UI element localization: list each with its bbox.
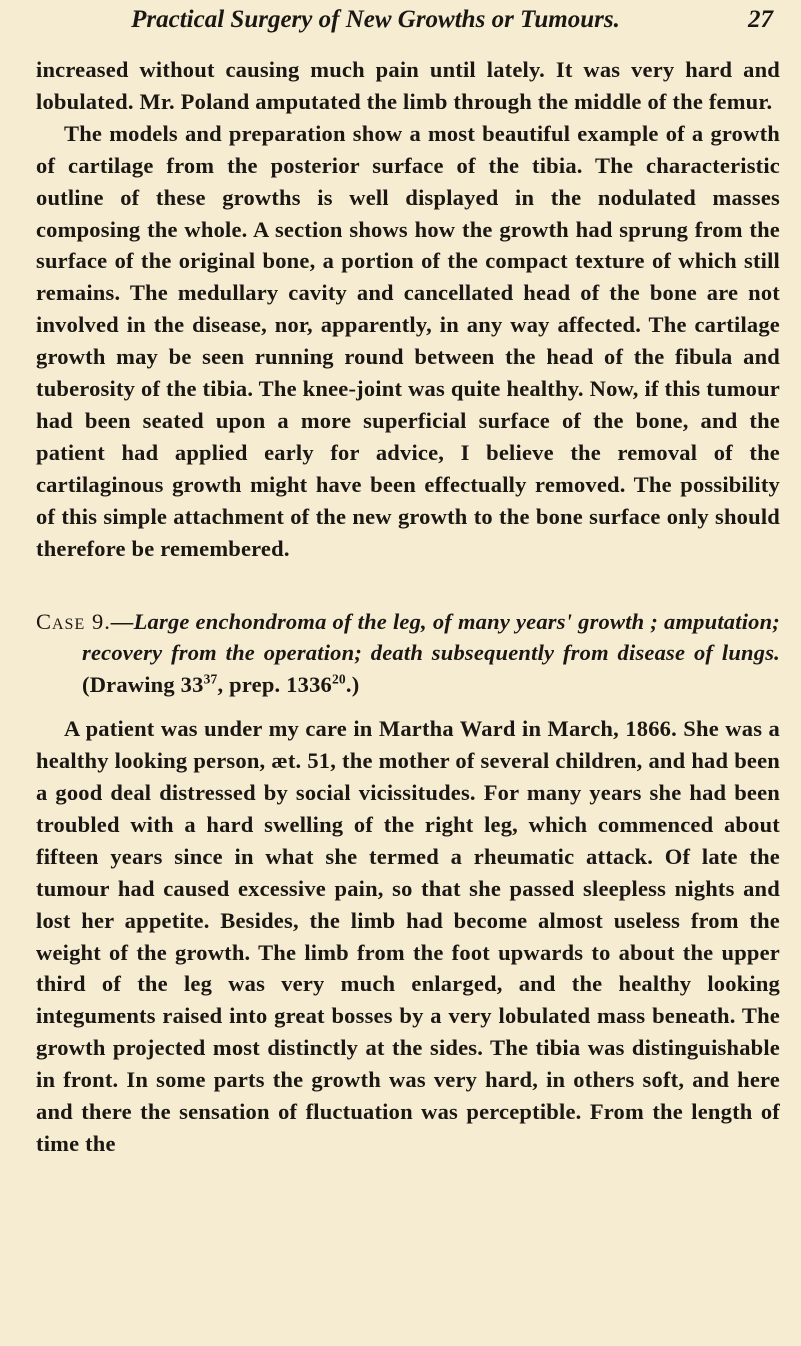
running-head bbox=[40, 4, 781, 42]
case-heading bbox=[36, 606, 780, 702]
paragraph-models: The models and preparation show a most beautiful example of a growth of cartilage from the posterior surface of the tibia. The characteristic outline of these growths is well displayed in the nodulated masses composing the whole. A section shows how the growth had sprung from the surface of the original bone, a portion of the compact texture of which still remains. The medullary cavity and cancellated head of the bone are not involved in the disease, nor, apparently, in any way affected. The cartilage growth may be seen running round between the head of the fibula and tuberosity of the tibia. The knee-joint was quite healthy. Now, if this tumour had been seated upon a more superficial surface of the bone, and the patient had applied early for advice, I believe the removal of the cartilaginous growth might have been effectually removed. The possibility of this simple attachment of the new growth to the bone surface only should therefore be remembered. bbox=[36, 120, 780, 561]
body-text bbox=[36, 54, 780, 1160]
case-title: —Large enchondroma of the leg, of many years' growth ; amputation; recovery from the operation; death subsequently from disease of lungs. bbox=[82, 608, 780, 666]
reference-close: .) bbox=[345, 672, 360, 698]
running-title: Practical Surgery of New Growths or Tumours. bbox=[131, 6, 620, 33]
drawing-reference: (Drawing 33 bbox=[82, 672, 204, 698]
paragraph-case-history: A patient was under my care in Martha Ward in March, 1866. She was a healthy looking person, æt. 51, the mother of several children, and had been a good deal distressed by social vicissitudes. For many years she had been troubled with a hard swelling of the right leg, which commenced about fifteen years since in what she termed a rheumatic attack. Of late the tumour had caused excessive pain, so that she passed sleepless nights and lost her appetite. Besides, the limb had become almost useless from the weight of the growth. The limb from the foot upwards to about the upper third of the leg was very much enlarged, and the healthy looking integuments raised into great bosses by a very lobulated mass beneath. The growth projected most distinctly at the sides. The tibia was distinguishable in front. In some parts the growth was very hard, in others soft, and here and there the sensation of fluctuation was perceptible. From the length of time the bbox=[36, 716, 780, 1156]
paragraph-continuation: increased without causing much pain until lately. It was very hard and lobulated. Mr. Poland amputated the limb through the middle of the femur. bbox=[36, 57, 780, 114]
section-gap bbox=[36, 565, 780, 606]
page-number: 27 bbox=[748, 6, 773, 33]
drawing-superscript: 37 bbox=[203, 671, 218, 687]
heading-gap bbox=[36, 701, 780, 713]
preparation-superscript: 20 bbox=[331, 671, 346, 687]
preparation-reference: , prep. 1336 bbox=[217, 672, 332, 698]
case-label: Case 9. bbox=[36, 608, 111, 634]
